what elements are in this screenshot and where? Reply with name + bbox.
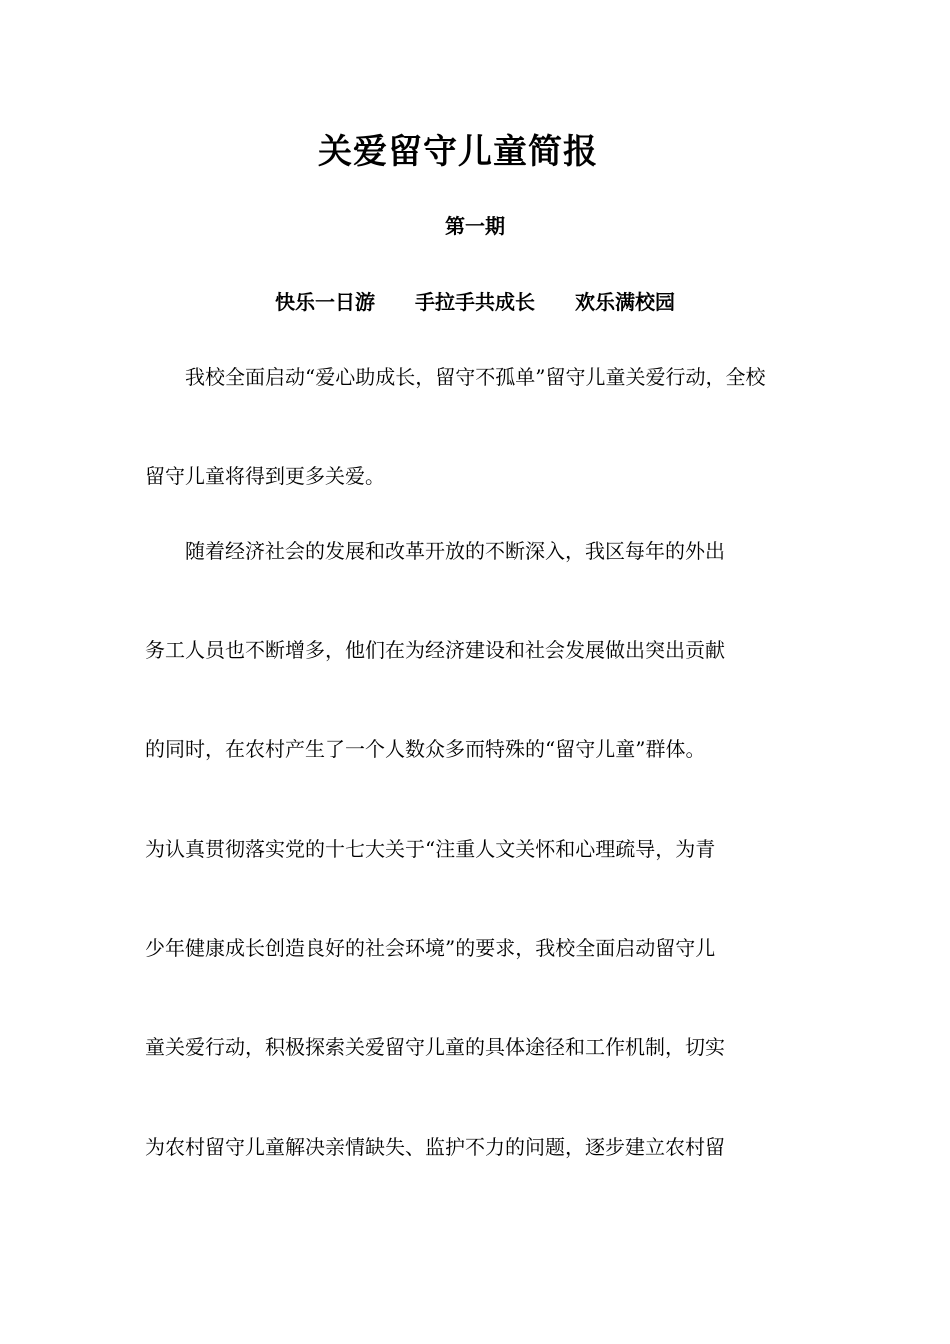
- body-line-8: 童关爱行动，积极探索关爱留守儿童的具体途径和工作机制，切实: [145, 1035, 725, 1059]
- body-line-4: 务工人员也不断增多，他们在为经济建设和社会发展做出突出贡献: [145, 638, 725, 662]
- body-line-1: 我校全面启动“爱心助成长，留守不孤单”留守儿童关爱行动，全校: [145, 365, 766, 389]
- body-line-2: 留守儿童将得到更多关爱。: [145, 464, 385, 488]
- body-line-5: 的同时，在农村产生了一个人数众多而特殊的“留守儿童”群体。: [145, 737, 706, 761]
- body-line-9: 为农村留守儿童解决亲情缺失、监护不力的问题，逐步建立农村留: [145, 1135, 725, 1159]
- body-line-7: 少年健康成长创造良好的社会环境”的要求，我校全面启动留守儿: [145, 936, 716, 960]
- document-subtitle: 快乐一日游 手拉手共成长 欢乐满校园: [275, 290, 675, 314]
- document-title: 关爱留守儿童简报: [318, 132, 598, 172]
- body-line-3: 随着经济社会的发展和改革开放的不断深入，我区每年的外出: [145, 539, 725, 563]
- body-line-6: 为认真贯彻落实党的十七大关于“注重人文关怀和心理疏导，为青: [145, 837, 716, 861]
- issue-number: 第一期: [445, 214, 505, 238]
